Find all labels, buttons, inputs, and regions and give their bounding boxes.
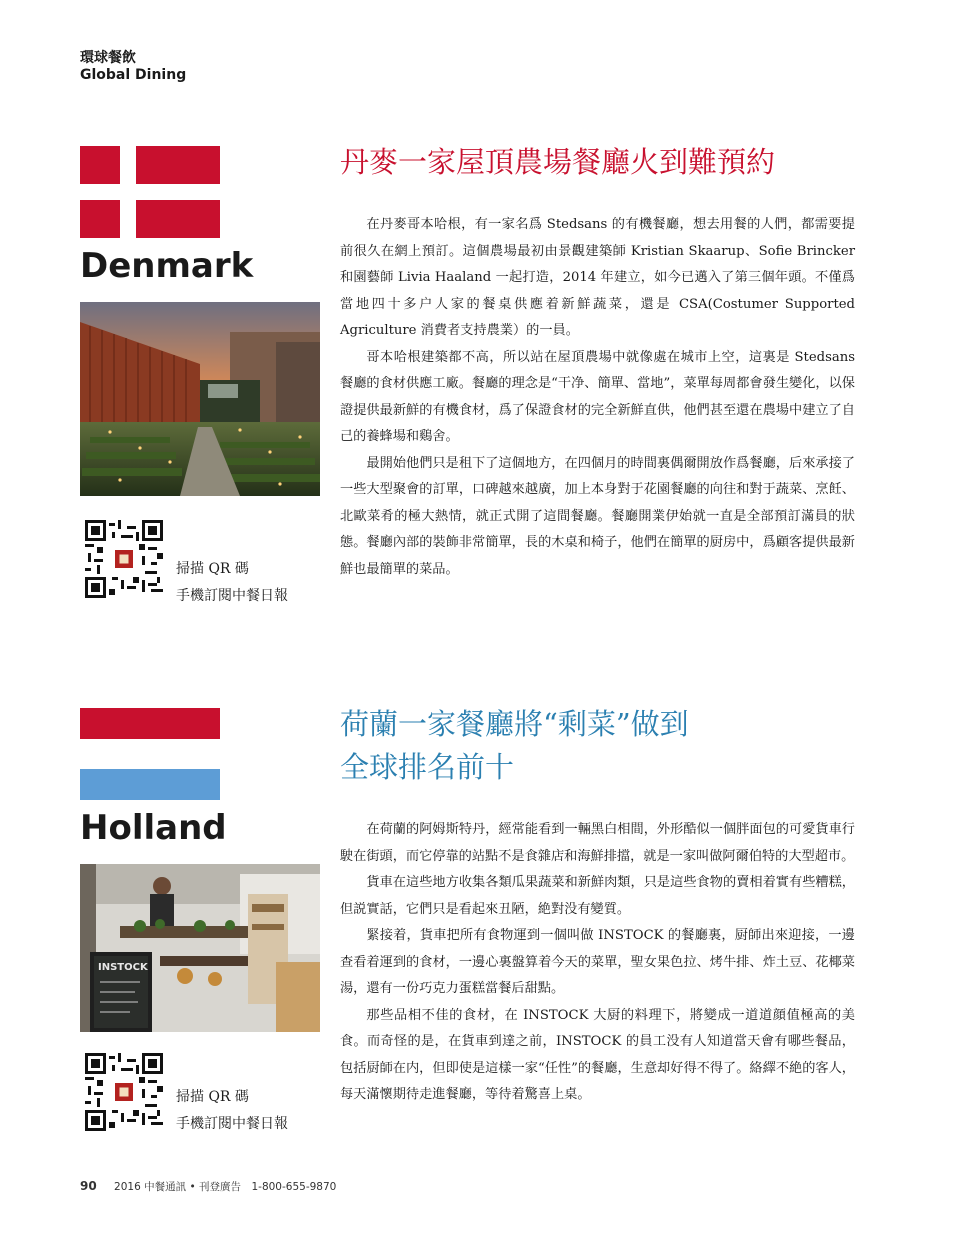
page-number: 90 — [80, 1179, 97, 1193]
paragraph: 緊接着，貨車把所有食物運到一個叫做 INSTOCK 的餐廳裏，厨師出來迎接，一邊查看着運到的食材，一邊心裏盤算着今天的菜單，聖女果色拉、烤牛排、炸土豆、花椰菜湯，還有一份巧克力蛋糕當餐后甜點。 — [340, 928, 855, 996]
holland-flag — [80, 708, 220, 800]
country-name-denmark: Denmark — [80, 246, 254, 286]
section-label-en: Global Dining — [80, 67, 187, 83]
qr-caption-line: 掃描 QR 碼 — [176, 1089, 249, 1105]
instock-restaurant-photo — [80, 864, 320, 1032]
article-title-denmark: 丹麥一家屋頂農場餐廳火到難預約 — [340, 145, 776, 179]
paragraph: 在丹麥哥本哈根，有一家名爲 Stedsans 的有機餐廳，想去用餐的人們，都需要提前很久在網上預訂。這個農場最初由景觀建築師 Kristian Skaarup、Sofie Brincker 和園藝師 Livia Haaland 一起打造，2014 年建立，如今已邁入了第三個年頭。不僅爲當地四十多户人家的餐桌供應着新鮮蔬菜，還是 CSA(Costumer Supported Agriculture 消費者支持農業）的一員。 — [340, 217, 855, 338]
title-line: 全球排名前十 — [340, 750, 515, 784]
denmark-flag — [80, 146, 220, 238]
qr-caption-line: 手機訂閱中餐日報 — [176, 1116, 288, 1132]
section-header — [80, 50, 186, 84]
qr-caption-line: 手機訂閱中餐日報 — [176, 588, 288, 604]
footer-text: 2016 中餐通訊 • 刊登廣告 1-800-655-9870 — [114, 1181, 337, 1193]
article-title-holland — [340, 703, 689, 789]
title-line: 荷蘭一家餐廳將“剩菜”做到 — [340, 707, 689, 741]
paragraph: 最開始他們只是租下了這個地方，在四個月的時間裏偶爾開放作爲餐廳，后來承接了一些大型聚會的訂單，口碑越來越廣，加上本身對于花園餐廳的向往和對于蔬菜、烹飪、北歐菜肴的極大熱情，就正式開了這間餐廳。餐廳開業伊始就一直是全部預訂滿員的狀態。餐廳內部的裝飾非常簡單，長的木桌和椅子，他們在簡單的厨房中，爲顧客提供最新鮮也最簡單的菜品。 — [340, 455, 855, 577]
page-footer — [80, 1179, 336, 1194]
qr-code-icon[interactable] — [85, 520, 163, 598]
qr-code-icon[interactable] — [85, 1053, 163, 1131]
paragraph: 那些品相不佳的食材，在 INSTOCK 大厨的料理下，將變成一道道顔值極高的美食。而奇怪的是，在貨車到達之前，INSTOCK 的員工没有人知道當天會有哪些餐品，包括厨師在内，但即使是這樣一家“任性”的餐廳，生意却好得不得了。絡繹不絶的客人，每天滿懷期待走進餐廳，等待着驚喜上桌。 — [340, 1007, 855, 1102]
qr-caption — [176, 1084, 288, 1138]
rooftop-farm-photo — [80, 302, 320, 496]
chalkboard-sign: INSTOCK — [98, 962, 148, 973]
paragraph: 在荷蘭的阿姆斯特丹，經常能看到一輛黑白相間，外形酷似一個胖面包的可愛貨車行駛在街頭，而它停靠的站點不是食雜店和海鮮排擋，就是一家叫做阿爾伯特的大型超市。 — [340, 822, 855, 864]
paragraph: 哥本哈根建築都不高，所以站在屋頂農場中就像處在城市上空，這裏是 Stedsans 餐廳的食材供應工廠。餐廳的理念是“干净、簡單、當地”，菜單每周都會發生變化，以保證提供最新鮮的有機食材，爲了保證食材的完全新鮮直供，他們甚至還在農場中建立了自己的養蜂場和鷄舍。 — [340, 349, 855, 444]
qr-caption-line: 掃描 QR 碼 — [176, 561, 249, 577]
article-body-denmark — [340, 212, 855, 583]
qr-caption — [176, 556, 288, 610]
section-label-zh: 環球餐飲 — [80, 50, 136, 66]
article-body-holland — [340, 817, 855, 1109]
country-name-holland: Holland — [80, 808, 227, 848]
paragraph: 貨車在這些地方收集各類瓜果蔬菜和新鮮肉類，只是這些食物的賣相着實有些糟糕，但説實話，它們只是看起來丑陋，絶對没有變質。 — [340, 875, 855, 917]
